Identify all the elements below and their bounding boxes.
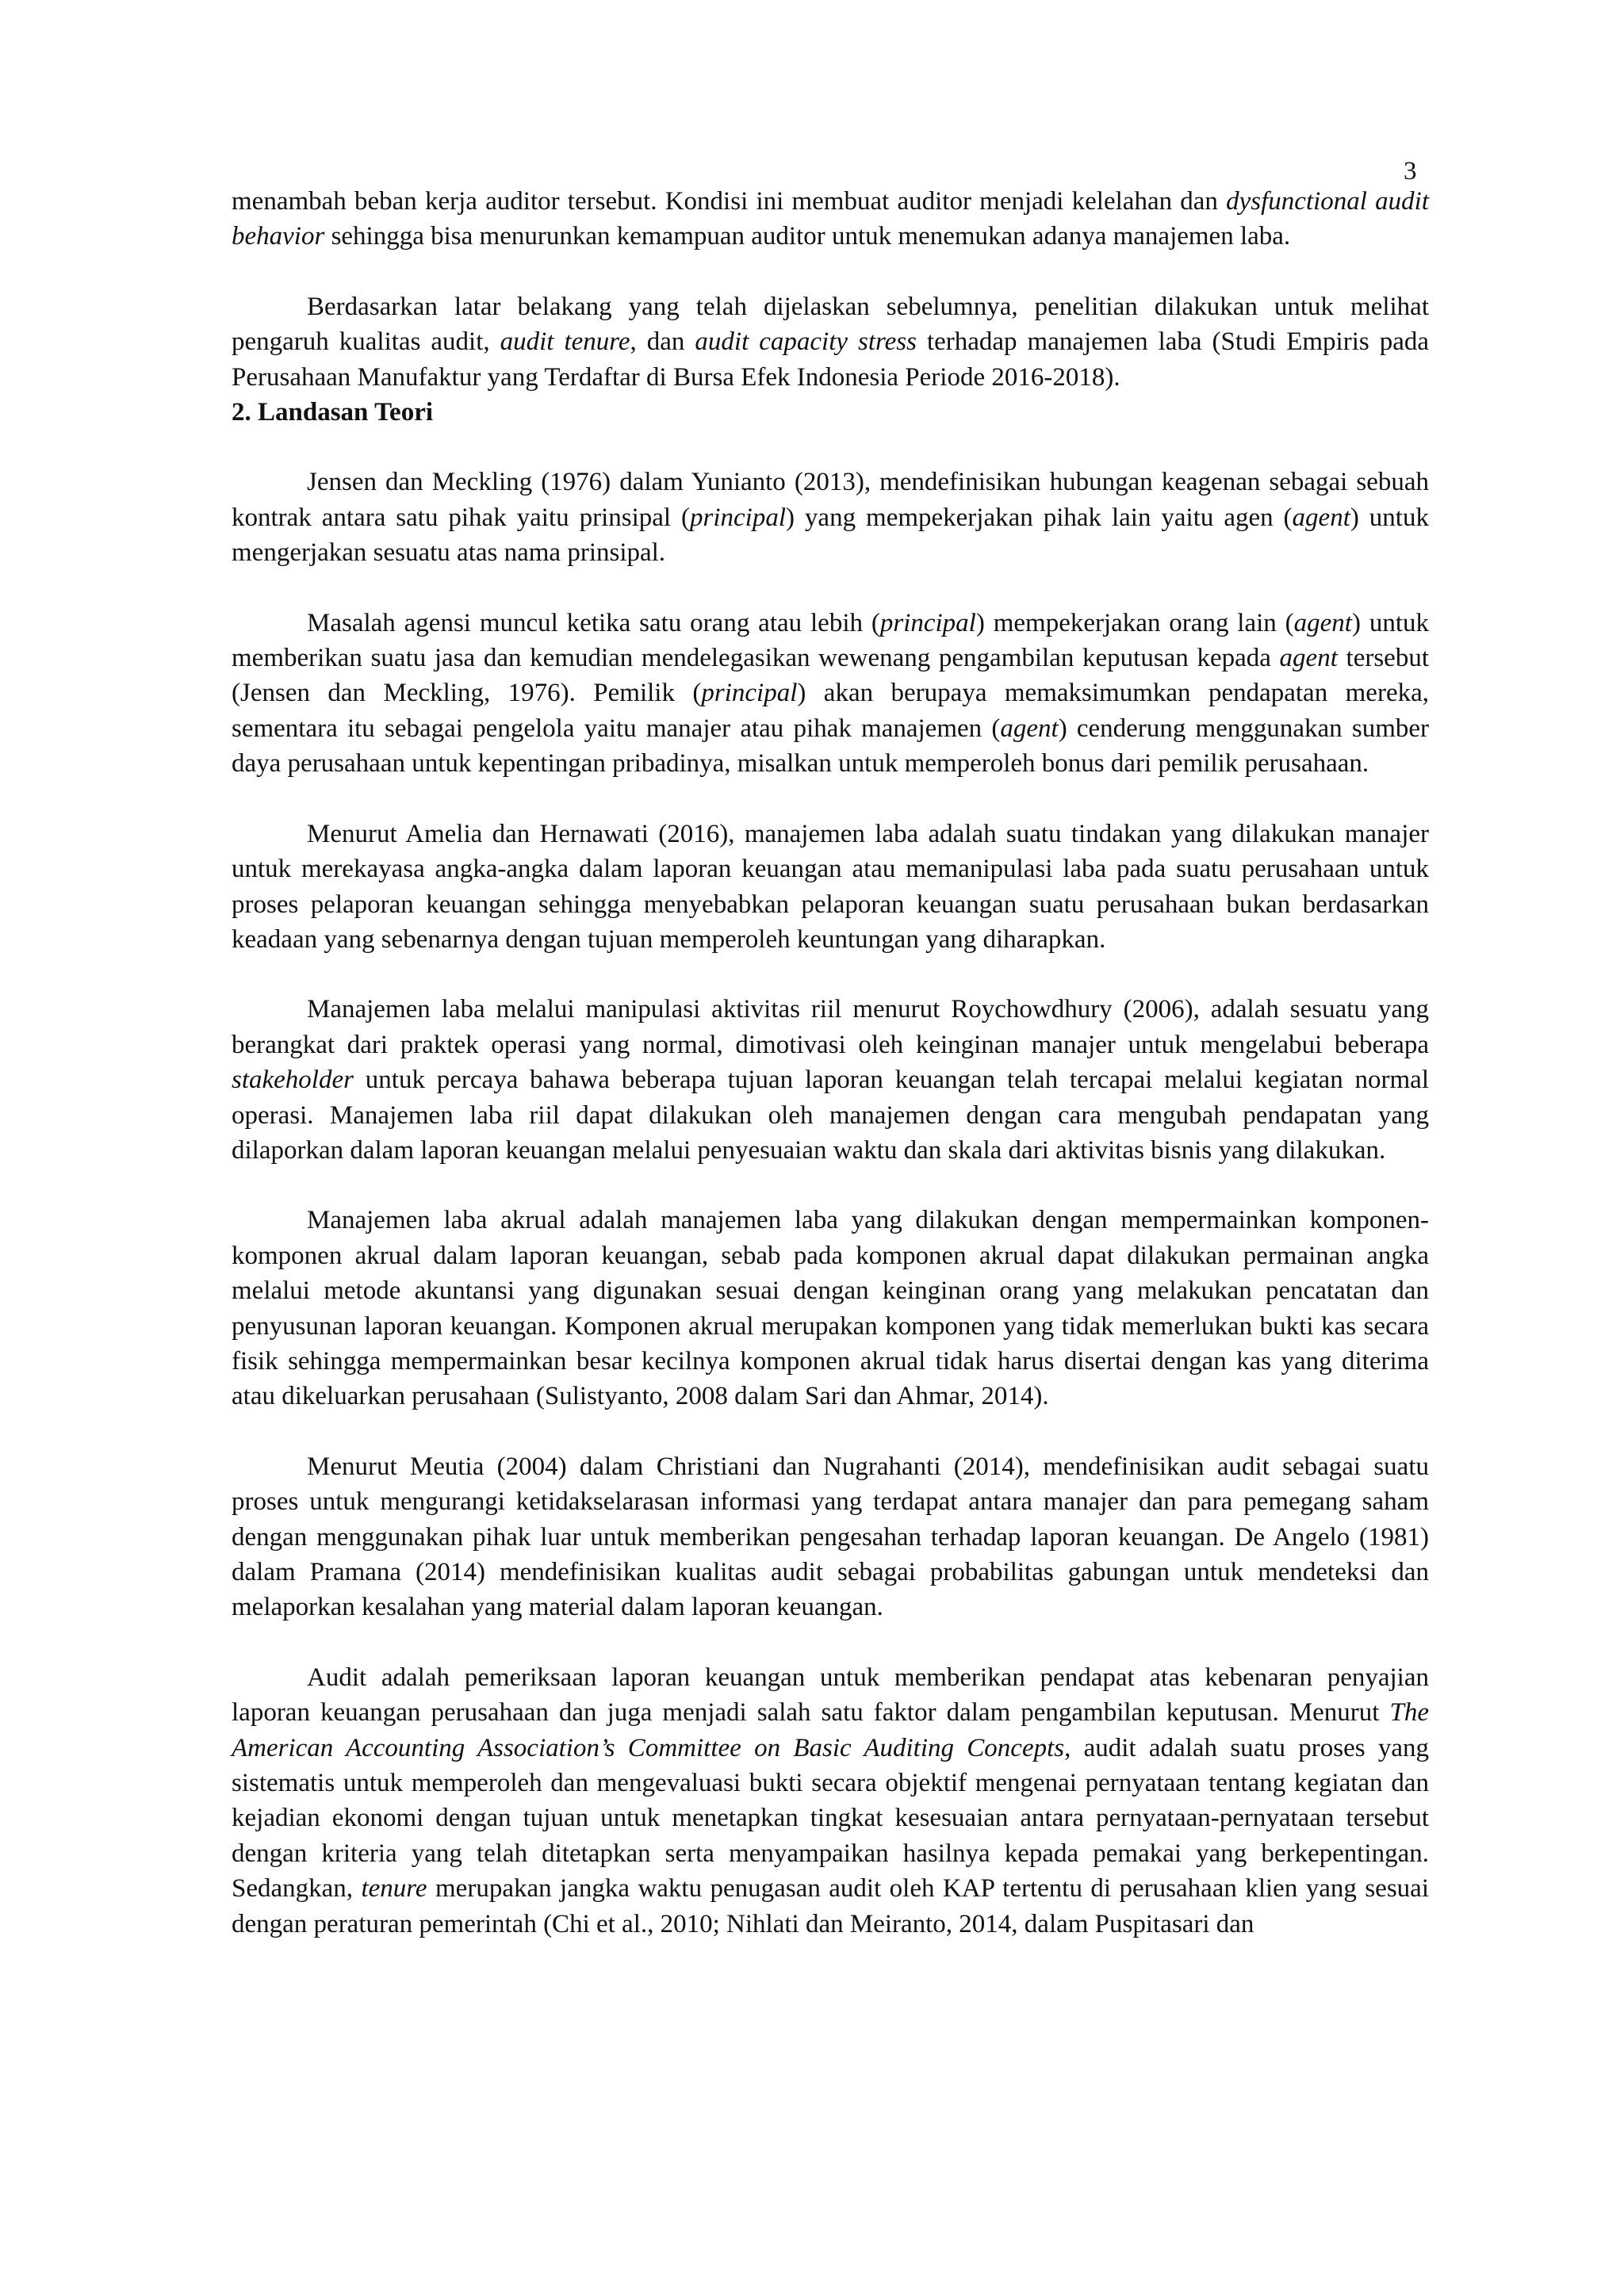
italic-term: audit capacity stress: [695, 327, 917, 357]
paragraph-5: [232, 817, 1429, 958]
text-segment: , audit adalah suatu proses yang sistematis untuk memperoleh dan mengevaluasi bukti secara objektif mengenai pernyataan tentang kegiatan dan kejadian ekonomi dengan tujuan untuk menetapkan tingkat kesesuaian antara pernyataan-pernyataan tersebut dengan kriteria yang telah ditetapkan serta menyampaikan hasilnya kepada pemakai yang berkepentingan. Sedangkan,: [232, 1733, 1430, 1904]
italic-term: agent: [1293, 608, 1352, 637]
section-heading: 2. Landasan Teori: [232, 398, 434, 427]
italic-term: agent: [1292, 503, 1350, 532]
text-segment: merupakan jangka waktu penugasan audit oleh KAP tertentu di perusahaan klien yang sesuai dengan peraturan pemerintah (Chi et al., 2010; Nihlati dan Meiranto, 2014, dalam Puspitasari dan: [232, 1874, 1429, 1938]
text-segment: Manajemen laba melalui manipulasi aktivitas riil menurut Roychowdhury (2006), adalah sesuatu yang berangkat dari praktek operasi yang normal, dimotivasi oleh keinginan manajer untuk mengelabui beberapa: [232, 995, 1429, 1059]
text-segment: ) untuk memberikan suatu jasa dan kemudian mendelegasikan wewenang pengambilan keputusan kepada: [232, 608, 1429, 673]
text-segment: Audit adalah pemeriksaan laporan keuangan untuk memberikan pendapat atas kebenaran penyajian laporan keuangan perusahaan dan juga menjadi salah satu faktor dalam pengambilan keputusan. Menurut: [232, 1663, 1429, 1728]
paragraph-4: [232, 606, 1429, 782]
paragraph-6: [232, 992, 1429, 1168]
italic-term: dysfunctional audit behavior: [232, 187, 1429, 251]
text-segment: sehingga bisa menurunkan kemampuan auditor untuk menemukan adanya manajemen laba.: [324, 222, 1291, 251]
italic-term: agent: [1000, 714, 1059, 743]
text-segment: untuk percaya bahawa beberapa tujuan laporan keuangan telah tercapai melalui kegiatan normal operasi. Manajemen laba riil dapat dilakukan oleh manajemen dengan cara mengubah pendapatan yang dilaporkan dalam laporan keuangan melalui penyesuaian waktu dan skala dari aktivitas bisnis yang dilakukan.: [232, 1066, 1429, 1165]
text-segment: ) akan berupaya memaksimumkan pendapatan mereka, sementara itu sebagai pengelola yaitu manajer atau pihak manajemen (: [232, 679, 1429, 743]
text-segment: Jensen dan Meckling (1976) dalam Yunianto (2013), mendefinisikan hubungan keagenan sebagai sebuah kontrak antara satu pihak yaitu prinsipal (: [232, 468, 1429, 532]
text-segment: , dan: [630, 327, 695, 357]
text-segment: Berdasarkan latar belakang yang telah dijelaskan sebelumnya, penelitian dilakukan untuk melihat pengaruh kualitas audit,: [232, 292, 1429, 357]
paragraph-1: [232, 184, 1429, 254]
text-segment: terhadap manajemen laba (Studi Empiris pada Perusahaan Manufaktur yang Terdaftar di Bursa Efek Indonesia Periode 2016-2018).: [232, 327, 1429, 392]
text-segment: ) untuk mengerjakan sesuatu atas nama prinsipal.: [232, 503, 1429, 568]
italic-term: principal: [690, 503, 786, 532]
text-segment: ) yang mempekerjakan pihak lain yaitu agen (: [786, 503, 1293, 532]
paragraph-9: [232, 1660, 1429, 1942]
italic-term: audit tenure: [500, 327, 630, 357]
text-segment: tersebut (Jensen dan Meckling, 1976). Pemilik (: [232, 644, 1429, 708]
text-segment: Masalah agensi muncul ketika satu orang atau lebih (: [307, 608, 880, 637]
paragraph-2: [232, 289, 1429, 395]
page-number: 3: [1404, 157, 1417, 186]
italic-term: tenure: [361, 1874, 427, 1904]
paragraph-7: [232, 1203, 1429, 1414]
italic-term: agent: [1279, 644, 1338, 673]
text-segment: Manajemen laba akrual adalah manajemen laba yang dilakukan dengan mempermainkan komponen-komponen akrual dalam laporan keuangan, sebab pada komponen akrual dapat dilakukan permainan angka melalui metode akuntansi yang digunakan sesuai dengan keinginan orang yang melakukan pencatatan dan penyusunan laporan keuangan. Komponen akrual merupakan komponen yang tidak memerlukan bukti kas secara fisik sehingga mempermainkan besar kecilnya komponen akrual tidak harus disertai dengan kas yang diterima atau dikeluarkan perusahaan (Sulistyanto, 2008 dalam Sari dan Ahmar, 2014).: [232, 1206, 1429, 1411]
text-segment: ) cenderung menggunakan sumber daya perusahaan untuk kepentingan pribadinya, misalkan untuk memperoleh bonus dari pemilik perusahaan.: [232, 714, 1430, 779]
italic-term: principal: [701, 679, 798, 708]
text-segment: Menurut Amelia dan Hernawati (2016), manajemen laba adalah suatu tindakan yang dilakukan manajer untuk merekayasa angka-angka dalam laporan keuangan atau memanipulasi laba pada suatu perusahaan untuk proses pelaporan keuangan sehingga menyebabkan pelaporan keuangan suatu perusahaan bukan berdasarkan keadaan yang sebenarnya dengan tujuan memperoleh keuntungan yang diharapkan.: [232, 819, 1429, 954]
italic-term: The American Accounting Association’s Committee on Basic Auditing Concepts: [232, 1698, 1429, 1762]
italic-term: stakeholder: [232, 1066, 354, 1095]
paragraph-3: [232, 465, 1429, 570]
page-body: [232, 184, 1429, 1942]
text-segment: Menurut Meutia (2004) dalam Christiani dan Nugrahanti (2014), mendefinisikan audit sebagai suatu proses untuk mengurangi ketidakselarasan informasi yang terdapat antara manajer dan para pemegang saham dengan menggunakan pihak luar untuk memberikan pengesahan terhadap laporan keuangan. De Angelo (1981) dalam Pramana (2014) mendefinisikan kualitas audit sebagai probabilitas gabungan untuk mendeteksi dan melaporkan kesalahan yang material dalam laporan keuangan.: [232, 1452, 1429, 1622]
text-segment: menambah beban kerja auditor tersebut. Kondisi ini membuat auditor menjadi kelelahan dan: [232, 187, 1227, 216]
paragraph-8: [232, 1449, 1429, 1625]
italic-term: principal: [879, 608, 976, 637]
text-segment: ) mempekerjakan orang lain (: [975, 608, 1294, 637]
